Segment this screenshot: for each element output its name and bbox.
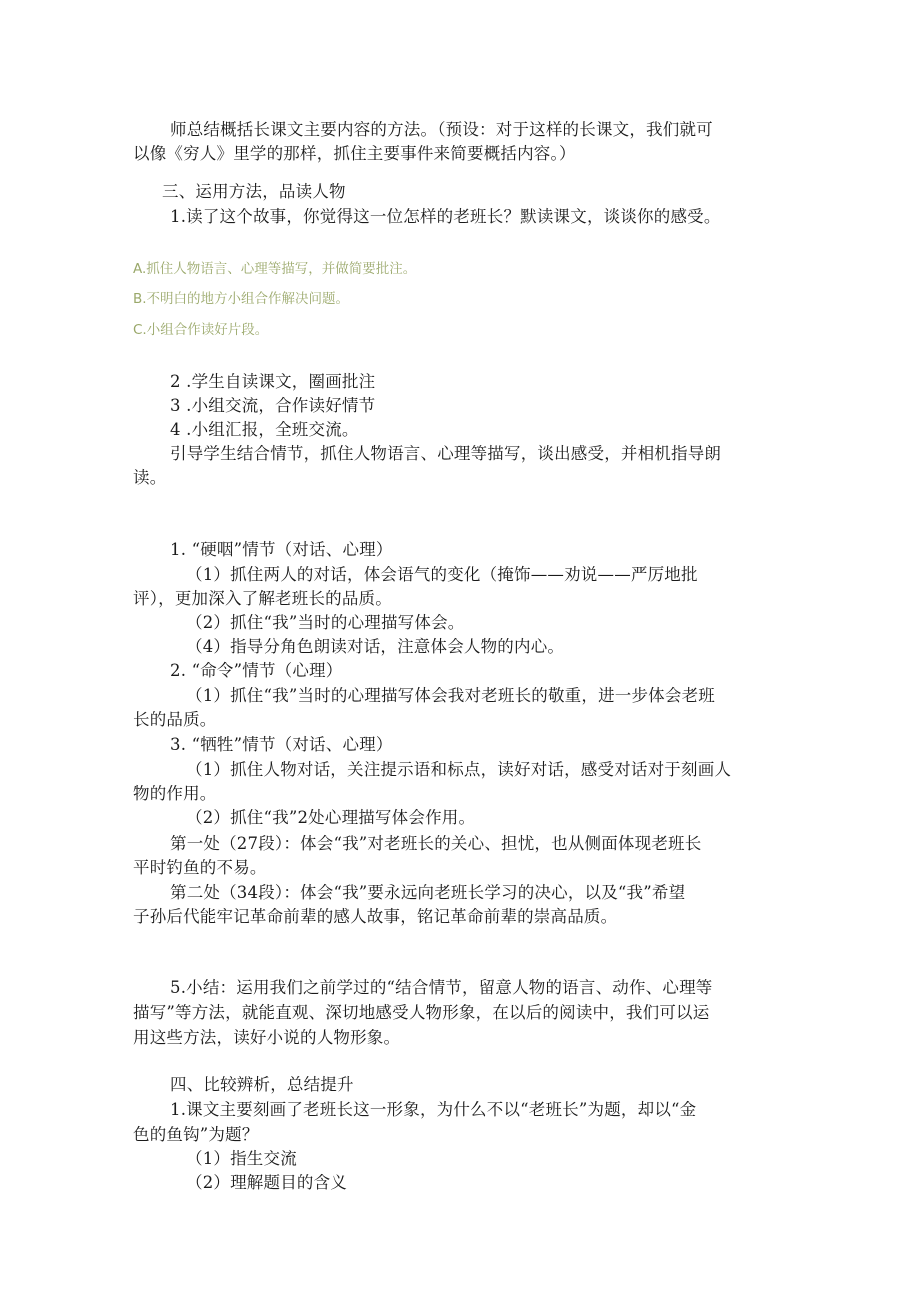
- plot1-point4: （4）指导分角色朗读对话，注意体会人物的内心。: [186, 637, 565, 656]
- plot3-point1-line1: （1）抓住人物对话，关注提示语和标点，读好对话，感受对话对于刻画人: [186, 760, 732, 779]
- plot1-title: 1. “硬咽”情节（对话、心理）: [170, 540, 393, 559]
- first-place-line2: 平时钓鱼的不易。: [133, 858, 267, 877]
- summary-method-line2: 以像《穷人》里学的那样，抓住主要事件来简要概括内容。）: [133, 144, 576, 163]
- section4-question1-line2: 色的鱼钩”为题？: [133, 1125, 259, 1144]
- section3-heading: 三、运用方法，品读人物: [162, 182, 346, 201]
- section4-question1-line1: 1.课文主要刻画了老班长这一形象，为什么不以“老班长”为题，却以“金: [170, 1100, 697, 1119]
- summary-method-line1: 师总结概括长课文主要内容的方法。（预设：对于这样的长课文，我们就可: [170, 120, 713, 139]
- plot1-point1-line1: （1）抓住两人的对话，体会语气的变化（掩饰——劝说——严厉地批: [186, 565, 698, 584]
- option-c: C.小组合作读好片段。: [133, 322, 269, 338]
- option-b: B.不明白的地方小组合作解决问题。: [133, 291, 350, 307]
- option-a: A.抓住人物语言、心理等描写，并做简要批注。: [133, 261, 417, 277]
- second-place-line2: 子孙后代能牢记革命前辈的感人故事，铭记革命前辈的崇高品质。: [133, 907, 618, 926]
- summary5-line2: 描写”等方法，就能直观、深切地感受人物形象，在以后的阅读中，我们可以运: [133, 1003, 710, 1022]
- step3: 3 .小组交流，合作读好情节: [170, 396, 376, 415]
- section4-step2: （2）理解题目的含义: [186, 1173, 347, 1192]
- plot2-point1-line1: （1）抓住“我”当时的心理描写体会我对老班长的敬重，进一步体会老班: [186, 686, 715, 705]
- summary5-line1: 5.小结：运用我们之前学过的“结合情节，留意人物的语言、动作、心理等: [170, 978, 713, 997]
- plot1-point2: （2）抓住“我”当时的心理描写体会。: [186, 613, 465, 632]
- plot3-point2: （2）抓住“我”2处心理描写体会作用。: [186, 808, 476, 827]
- plot3-title: 3. “牺牲”情节（对话、心理）: [170, 735, 393, 754]
- second-place-line1: 第二处（34段）：体会“我”要永远向老班长学习的决心，以及“我”希望: [170, 883, 686, 902]
- step2: 2 .学生自读课文，圈画批注: [170, 372, 376, 391]
- guide-line2: 读。: [133, 468, 167, 487]
- plot2-title: 2. “命令”情节（心理）: [170, 661, 343, 680]
- section3-question1: 1.读了这个故事，你觉得这一位怎样的老班长？默读课文，谈谈你的感受。: [170, 207, 721, 226]
- plot1-point1-line2: 评），更加深入了解老班长的品质。: [133, 589, 392, 608]
- guide-line1: 引导学生结合情节，抓住人物语言、心理等描写，谈出感受，并相机指导朗: [170, 444, 722, 463]
- section4-heading: 四、比较辨析，总结提升: [170, 1075, 354, 1094]
- first-place-line1: 第一处（27段）：体会“我”对老班长的关心、担忧，也从侧面体现老班长: [170, 834, 702, 853]
- summary5-line3: 用这些方法，读好小说的人物形象。: [133, 1028, 401, 1047]
- step4: 4 .小组汇报，全班交流。: [170, 420, 359, 439]
- section4-step1: （1）指生交流: [186, 1149, 297, 1168]
- plot2-point1-line2: 长的品质。: [133, 710, 217, 729]
- plot3-point1-line2: 物的作用。: [133, 784, 217, 803]
